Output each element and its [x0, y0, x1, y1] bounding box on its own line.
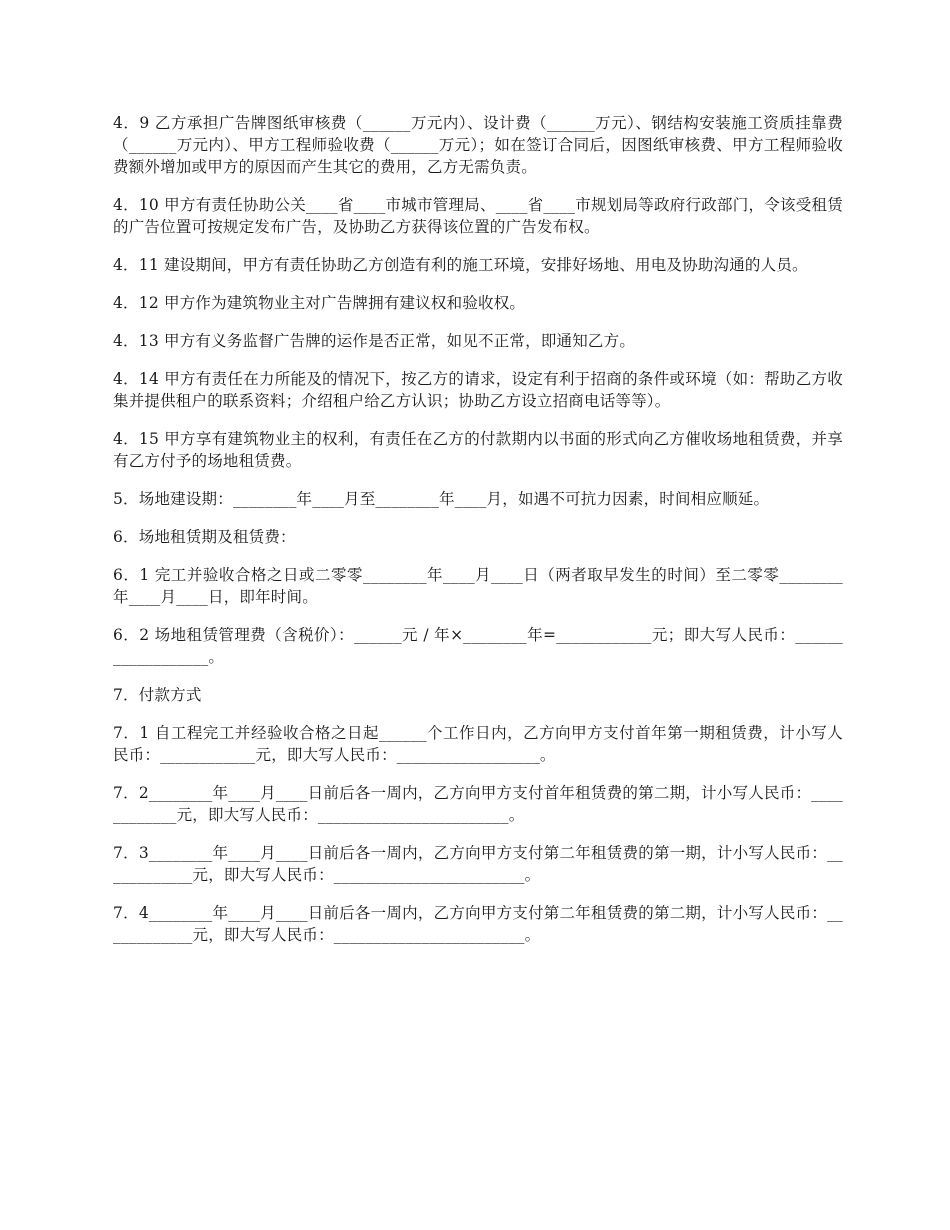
clause-4-14: 4．14 甲方有责任在力所能及的情况下，按乙方的请求，设定有利于招商的条件或环境（如：帮助乙方收集并提供租户的联系资料；介绍租户给乙方认识；协助乙方设立招商电话等等）。 — [113, 370, 843, 410]
clause-7-1: 7．1 自工程完工并经验收合格之日起______个工作日内，乙方向甲方支付首年第一期租赁费，计小写人民币：____________元，即大写人民币：__________________。 — [113, 724, 843, 764]
clause-4-13: 4．13 甲方有义务监督广告牌的运作是否正常，如见不正常，即通知乙方。 — [113, 332, 636, 350]
clause-4-10: 4．10 甲方有责任协助公关____省____市城市管理局、____省____市规划局等政府行政部门，令该受租赁的广告位置可按规定发布广告，及协助乙方获得该位置的广告发布权。 — [113, 196, 843, 236]
clause-5: 5．场地建设期：________年____月至________年____月，如遇不可抗力因素，时间相应顺延。 — [113, 490, 770, 508]
clause-7-heading: 7．付款方式 — [113, 686, 202, 704]
clause-6-1: 6．1 完工并验收合格之日或二零零________年____月____日（两者取早发生的时间）至二零零________年____月____日，即年时间。 — [113, 566, 843, 606]
clause-4-11: 4．11 建设期间，甲方有责任协助乙方创造有利的施工环境，安排好场地、用电及协助沟通的人员。 — [113, 256, 808, 274]
clause-7-4: 7．4________年____月____日前后各一周内，乙方向甲方支付第二年租赁费的第二期，计小写人民币：____________元，即大写人民币：________________________。 — [113, 904, 843, 944]
clause-6-2: 6．2 场地租赁管理费（含税价）：______元 / 年×________年=____________元；即大写人民币：__________________。 — [113, 626, 843, 666]
clause-7-3: 7．3________年____月____日前后各一周内，乙方向甲方支付第二年租赁费的第一期，计小写人民币：____________元，即大写人民币：________________________。 — [113, 844, 843, 884]
document-page — [113, 112, 843, 962]
clause-7-2: 7．2________年____月____日前后各一周内，乙方向甲方支付首年租赁费的第二期，计小写人民币：____________元，即大写人民币：________________________。 — [113, 784, 843, 824]
clause-6-heading: 6．场地租赁期及租赁费： — [113, 528, 296, 546]
clause-4-12: 4．12 甲方作为建筑物业主对广告牌拥有建议权和验收权。 — [113, 294, 526, 312]
clause-4-9: 4．9 乙方承担广告牌图纸审核费（______万元内）、设计费（______万元）、钢结构安装施工资质挂靠费（______万元内）、甲方工程师验收费（______万元）；如在签订合同后，因图纸审核费、甲方工程师验收费额外增加或甲方的原因而产生其它的费用，乙方无需负责。 — [113, 114, 843, 176]
clause-4-15: 4．15 甲方享有建筑物业主的权利，有责任在乙方的付款期内以书面的形式向乙方催收场地租赁费，并享有乙方付予的场地租赁费。 — [113, 430, 843, 470]
